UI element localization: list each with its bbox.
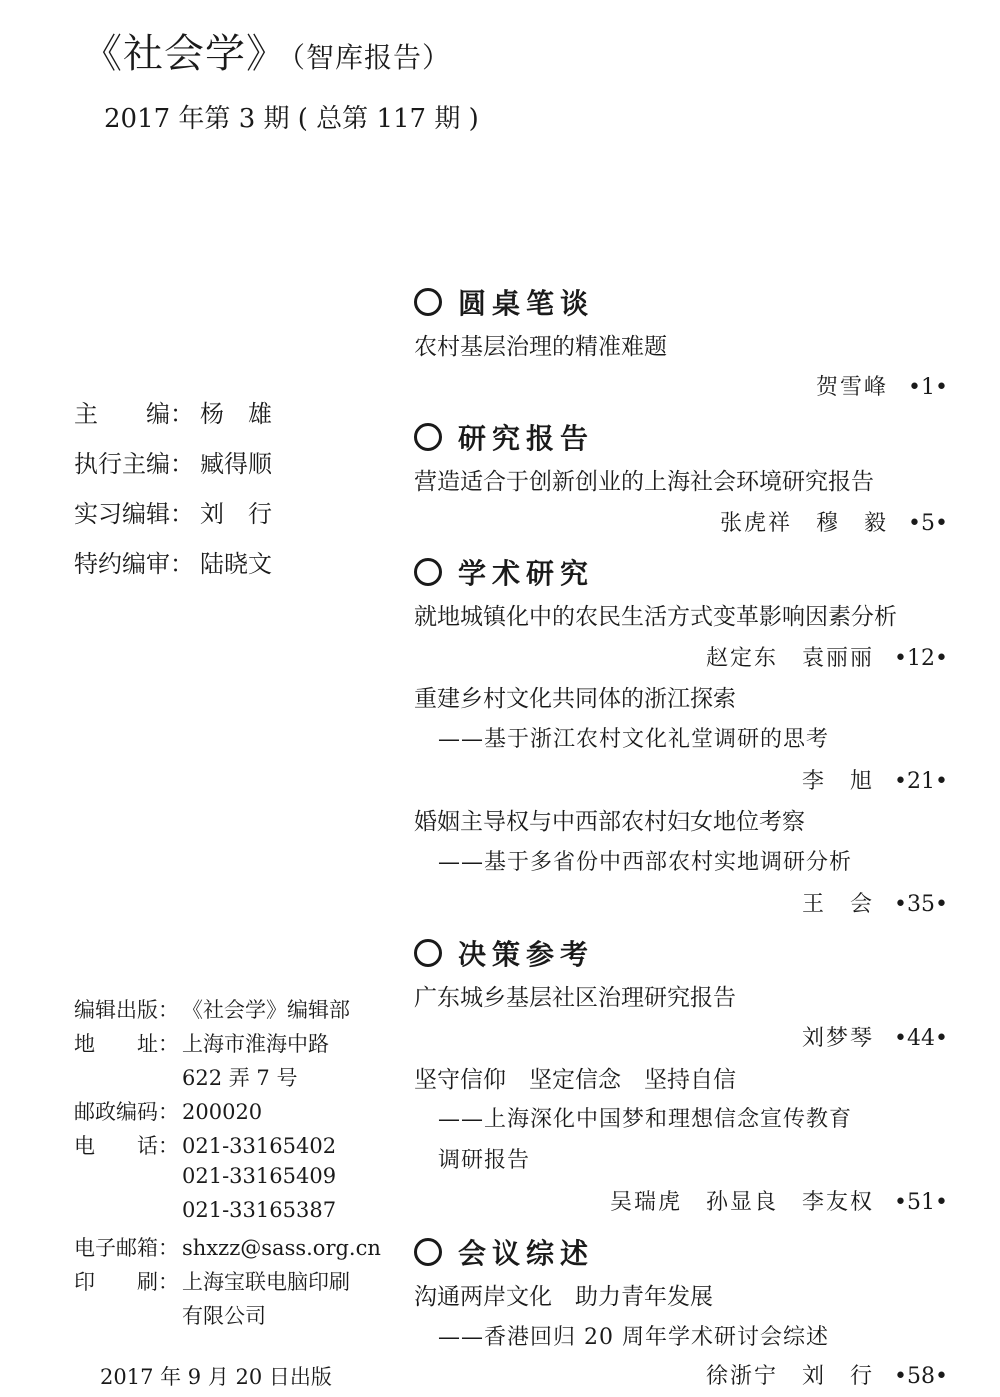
publisher-row [74, 994, 350, 1024]
section-heading [414, 552, 594, 592]
section-heading [414, 282, 594, 322]
printer-value: 上海宝联电脑印刷 [182, 1270, 350, 1294]
article-authors: 贺雪峰 [816, 375, 889, 400]
section-title: 会议综述 [458, 1237, 595, 1270]
article-authors: 张虎祥 穆 毅 [720, 511, 889, 536]
article-title: 农村基层治理的精准难题 [414, 334, 667, 360]
article-byline [816, 370, 948, 401]
editor-row [74, 394, 272, 429]
article-authors: 刘梦琴 [802, 1026, 875, 1051]
editor-label: 实习编辑： [74, 500, 194, 528]
address-label: 地 址： [74, 1032, 179, 1056]
email-label: 电子邮箱： [74, 1236, 179, 1260]
article-page: •12• [894, 646, 948, 671]
journal-subtitle: （智库报告） [291, 41, 452, 74]
editor-row [74, 444, 272, 479]
article-subtitle: ——香港回归 20 周年学术研讨会综述 [438, 1325, 829, 1350]
article-subtitle: ——基于浙江农村文化礼堂调研的思考 [438, 727, 830, 752]
article-byline [802, 1021, 948, 1052]
editor-value: 臧得顺 [200, 450, 272, 478]
address-row [74, 1028, 329, 1058]
section-title: 决策参考 [458, 938, 595, 971]
editor-label: 特约编审： [74, 550, 194, 578]
phone-line3: 021-33165387 [182, 1198, 337, 1222]
article-byline [706, 641, 948, 672]
article-byline [610, 1185, 948, 1216]
article-subtitle: ——基于多省份中西部农村实地调研分析 [438, 850, 853, 875]
printer-row [74, 1266, 350, 1296]
postcode-row [74, 1096, 262, 1126]
journal-title-main: 《社会学》 [82, 31, 287, 77]
article-title: 婚姻主导权与中西部农村妇女地位考察 [414, 809, 805, 835]
article-byline [802, 764, 948, 795]
article-title: 沟通两岸文化 助力青年发展 [414, 1284, 713, 1310]
section-title: 研究报告 [458, 422, 595, 455]
article-page: •5• [908, 511, 948, 536]
section-title: 学术研究 [458, 557, 595, 590]
publisher-label: 编辑出版： [74, 998, 179, 1022]
email-value: shxzz@sass.org.cn [182, 1236, 381, 1260]
editor-row [74, 544, 272, 579]
article-byline [802, 887, 948, 918]
editor-value: 杨 雄 [200, 400, 272, 428]
journal-title [82, 22, 451, 79]
section-heading [414, 1232, 594, 1272]
article-title: 就地城镇化中的农民生活方式变革影响因素分析 [414, 604, 897, 630]
article-page: •58• [894, 1364, 948, 1389]
article-page: •21• [894, 769, 948, 794]
section-title: 圆桌笔谈 [458, 287, 595, 320]
circle-icon [414, 288, 442, 316]
editor-row [74, 494, 272, 529]
article-authors: 吴瑞虎 孙显良 李友权 [610, 1190, 875, 1215]
article-title: 坚守信仰 坚定信念 坚持自信 [414, 1067, 736, 1093]
publication-date: 2017 年 9 月 20 日出版 [100, 1365, 332, 1389]
article-authors: 王 会 [802, 892, 875, 917]
printer-label: 印 刷： [74, 1270, 179, 1294]
article-page: •51• [894, 1190, 948, 1215]
article-byline [720, 506, 948, 537]
address-value: 上海市淮海中路 [182, 1032, 329, 1056]
article-byline [706, 1359, 948, 1390]
section-heading [414, 417, 594, 457]
editor-value: 陆晓文 [200, 550, 272, 578]
postcode-value: 200020 [182, 1100, 263, 1124]
phone-line2: 021-33165409 [182, 1164, 337, 1188]
circle-icon [414, 558, 442, 586]
email-row [74, 1232, 381, 1262]
article-authors: 赵定东 袁丽丽 [706, 646, 875, 671]
article-page: •44• [894, 1026, 948, 1051]
article-title: 营造适合于创新创业的上海社会环境研究报告 [414, 469, 874, 495]
issue-line: 2017 年第 3 期 ( 总第 117 期 ) [104, 104, 479, 134]
editor-label: 执行主编： [74, 450, 194, 478]
article-subtitle-cont: 调研报告 [438, 1148, 531, 1173]
phone-label: 电 话： [74, 1134, 179, 1158]
section-heading [414, 933, 594, 973]
phone-row [74, 1130, 336, 1160]
circle-icon [414, 939, 442, 967]
article-page: •1• [908, 375, 948, 400]
editor-value: 刘 行 [200, 500, 272, 528]
postcode-label: 邮政编码： [74, 1100, 179, 1124]
article-subtitle: ——上海深化中国梦和理想信念宣传教育 [438, 1107, 853, 1132]
article-title: 广东城乡基层社区治理研究报告 [414, 985, 736, 1011]
address-line2: 622 弄 7 号 [182, 1066, 298, 1090]
circle-icon [414, 1238, 442, 1266]
printer-line2: 有限公司 [182, 1304, 266, 1328]
phone-value: 021-33165402 [182, 1134, 337, 1158]
article-title: 重建乡村文化共同体的浙江探索 [414, 686, 736, 712]
article-authors: 徐浙宁 刘 行 [706, 1364, 875, 1389]
article-authors: 李 旭 [802, 769, 875, 794]
publisher-value: 《社会学》编辑部 [182, 998, 350, 1022]
circle-icon [414, 423, 442, 451]
editor-label: 主 编： [74, 400, 194, 428]
article-page: •35• [894, 892, 948, 917]
